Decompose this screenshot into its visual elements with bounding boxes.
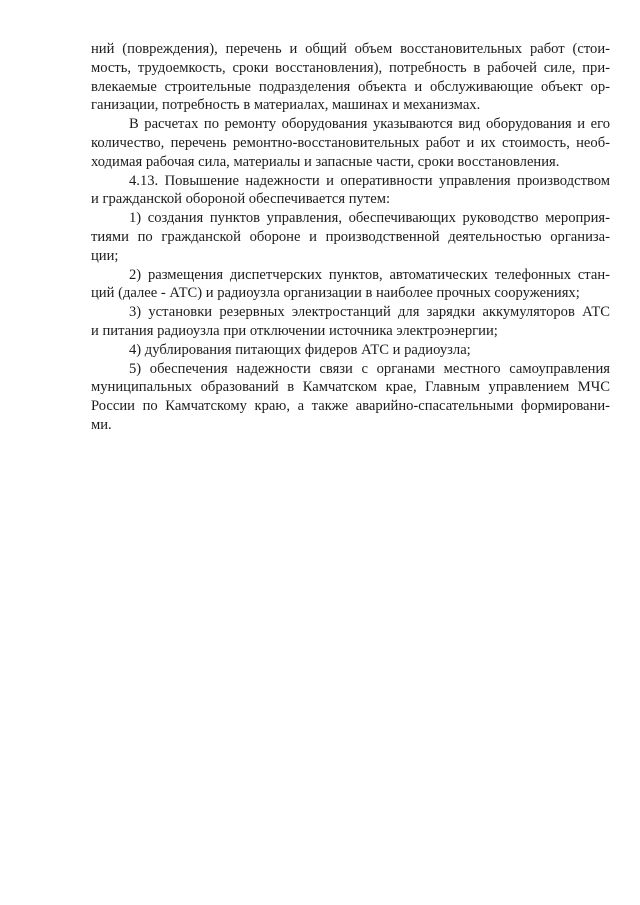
- text-line: В расчетах по ремонту оборудования указываются вид оборудования и его: [129, 116, 610, 133]
- body-text: [91, 40, 610, 435]
- text-line: ганизации, потребность в материалах, машинах и механизмах.: [91, 97, 481, 114]
- text-line: 3) установки резервных электростанций для зарядки аккумуляторов АТС: [129, 304, 610, 321]
- text-line: ми.: [91, 416, 112, 433]
- text-line: 2) размещения диспетчерских пунктов, автоматических телефонных стан-: [129, 266, 610, 283]
- text-line: и питания радиоузла при отключении источника электроэнергии;: [91, 322, 498, 339]
- text-line: и гражданской обороной обеспечивается путем:: [91, 191, 390, 208]
- text-line: 5) обеспечения надежности связи с органами местного самоуправления: [129, 360, 610, 377]
- text-line: влекаемые строительные подразделения объекта и обслуживающие объект ор-: [91, 78, 610, 95]
- text-line: ходимая рабочая сила, материалы и запасные части, сроки восстановления.: [91, 153, 560, 170]
- text-line: мость, трудоемкость, сроки восстановления), потребность в рабочей силе, при-: [91, 59, 610, 76]
- text-line: тиями по гражданской обороне и производственной деятельностью организа-: [91, 228, 610, 245]
- text-line: 4.13. Повышение надежности и оперативности управления производством: [129, 172, 610, 189]
- text-line: 1) создания пунктов управления, обеспечивающих руководство мероприя-: [129, 210, 610, 227]
- text-line: 4) дублирования питающих фидеров АТС и радиоузла;: [129, 341, 471, 358]
- text-line: ции;: [91, 247, 119, 264]
- text-line: России по Камчатскому краю, а также аварийно-спасательными формировани-: [91, 398, 610, 415]
- text-line: ний (повреждения), перечень и общий объем восстановительных работ (стои-: [91, 41, 610, 57]
- text-line: муниципальных образований в Камчатском крае, Главным управлением МЧС: [91, 379, 610, 396]
- text-line: количество, перечень ремонтно-восстановительных работ и их стоимость, необ-: [91, 134, 610, 151]
- text-line: ций (далее - АТС) и радиоузла организации в наиболее прочных сооружениях;: [91, 285, 580, 302]
